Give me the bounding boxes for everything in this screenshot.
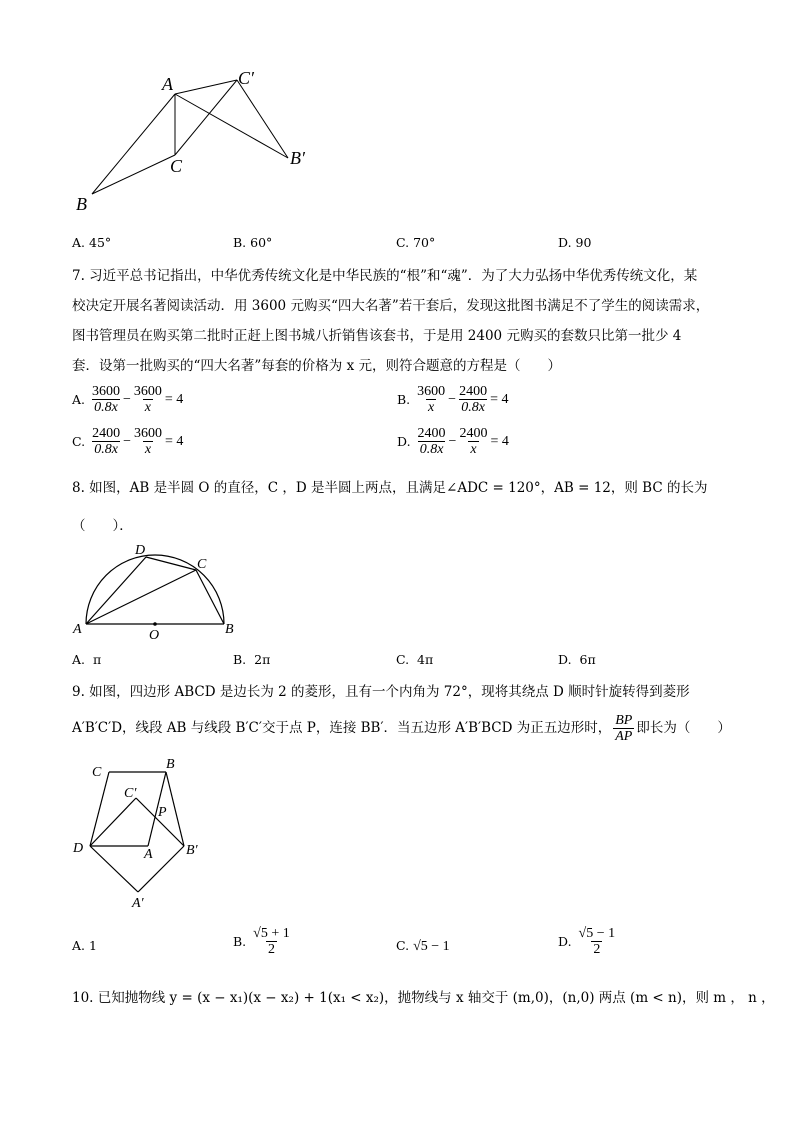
fig8-label-O: O: [149, 628, 160, 642]
q8-option-a: A. π: [72, 652, 102, 667]
q9-line-2: A′B′C′D，线段 AB 与线段 B′C′交于点 P，连接 BB′．当五边形 A′B′BCD 为正五边形时， $\frac{BP}{AP}$ 即长为（ ）: [72, 713, 731, 744]
fig8-label-A: A: [73, 622, 82, 637]
fig9-label-D: D: [73, 841, 84, 856]
fig6-label-C: C: [170, 156, 183, 176]
q9-option-d: D. $\frac{√5 - 1}{2}$: [558, 926, 616, 957]
fig9-label-A: A: [144, 847, 153, 862]
fig9-label-A-prime: A′: [132, 896, 144, 911]
q8-line-2: （ ）．: [72, 518, 133, 534]
q6-option-b: B. 60°: [233, 235, 273, 250]
fig6-label-C-prime: C′: [238, 68, 254, 88]
q7-option-c: C. $\frac{2400}{0.8x}$ − $\frac{3600}{x}$ = 4: [72, 426, 184, 457]
q6-option-d: D. 90: [558, 235, 592, 250]
fig8-label-B: B: [225, 622, 234, 637]
fig9-label-B-prime: B′: [186, 843, 198, 858]
q10-line-1: 10. 已知抛物线 y = (x − x₁)(x − x₂) + 1(x₁ < x₂)，抛物线与 x 轴交于 (m,0)，(n,0) 两点 (m < n)，则 m ， n ，: [72, 990, 775, 1006]
figure-q9: [68, 752, 218, 912]
figure-q8: [68, 540, 248, 642]
q9-option-b: B. $\frac{√5 + 1}{2}$: [233, 926, 290, 957]
fig6-label-B-prime: B′: [290, 148, 305, 168]
q7-option-d: D. $\frac{2400}{0.8x}$ − $\frac{2400}{x}$ = 4: [397, 426, 509, 457]
q8-option-b: B. 2π: [233, 652, 271, 667]
q7-option-b: B. $\frac{3600}{x}$ − $\frac{2400}{0.8x}$ = 4: [397, 384, 509, 415]
q8-option-d: D. 6π: [558, 652, 596, 667]
q8-line-1: 8. 如图，AB 是半圆 O 的直径，C ，D 是半圆上两点，且满足∠ADC = 120°，AB = 12，则 BC 的长为: [72, 480, 708, 496]
q7-line-4: 套．设第一批购买的“四大名著”每套的价格为 x 元，则符合题意的方程是（ ）: [72, 358, 561, 374]
q7-line-2: 校决定开展名著阅读活动．用 3600 元购买“四大名著”若干套后，发现这批图书满足不了学生的阅读需求，: [72, 298, 710, 314]
figure-q6: [70, 62, 330, 217]
fig6-label-A: A: [162, 74, 173, 94]
q9-option-c: C. √5 − 1: [396, 938, 450, 954]
fig8-label-D: D: [135, 543, 146, 558]
fig8-label-C: C: [197, 557, 207, 572]
fig9-label-C-prime: C′: [124, 786, 137, 801]
q6-option-c: C. 70°: [396, 235, 436, 250]
fig9-label-P: P: [158, 805, 167, 820]
q9-option-a: A. 1: [72, 938, 97, 953]
q7-option-a: A. $\frac{3600}{0.8x}$ − $\frac{3600}{x}$ = 4: [72, 384, 184, 415]
fig6-label-B: B: [76, 194, 87, 214]
fig9-label-B: B: [166, 757, 175, 772]
q6-option-a: A. 45°: [72, 235, 112, 250]
q7-line-3: 图书管理员在购买第二批时正赶上图书城八折销售该套书，于是用 2400 元购买的套数只比第一批少 4: [72, 328, 682, 344]
q7-line-1: 7. 习近平总书记指出，中华优秀传统文化是中华民族的“根”和“魂”．为了大力弘扬中华优秀传统文化，某: [72, 268, 698, 284]
q8-option-c: C. 4π: [396, 652, 434, 667]
q9-line-1: 9. 如图，四边形 ABCD 是边长为 2 的菱形，且有一个内角为 72°，现将其绕点 D 顺时针旋转得到菱形: [72, 684, 690, 700]
fig9-label-C: C: [92, 765, 102, 780]
